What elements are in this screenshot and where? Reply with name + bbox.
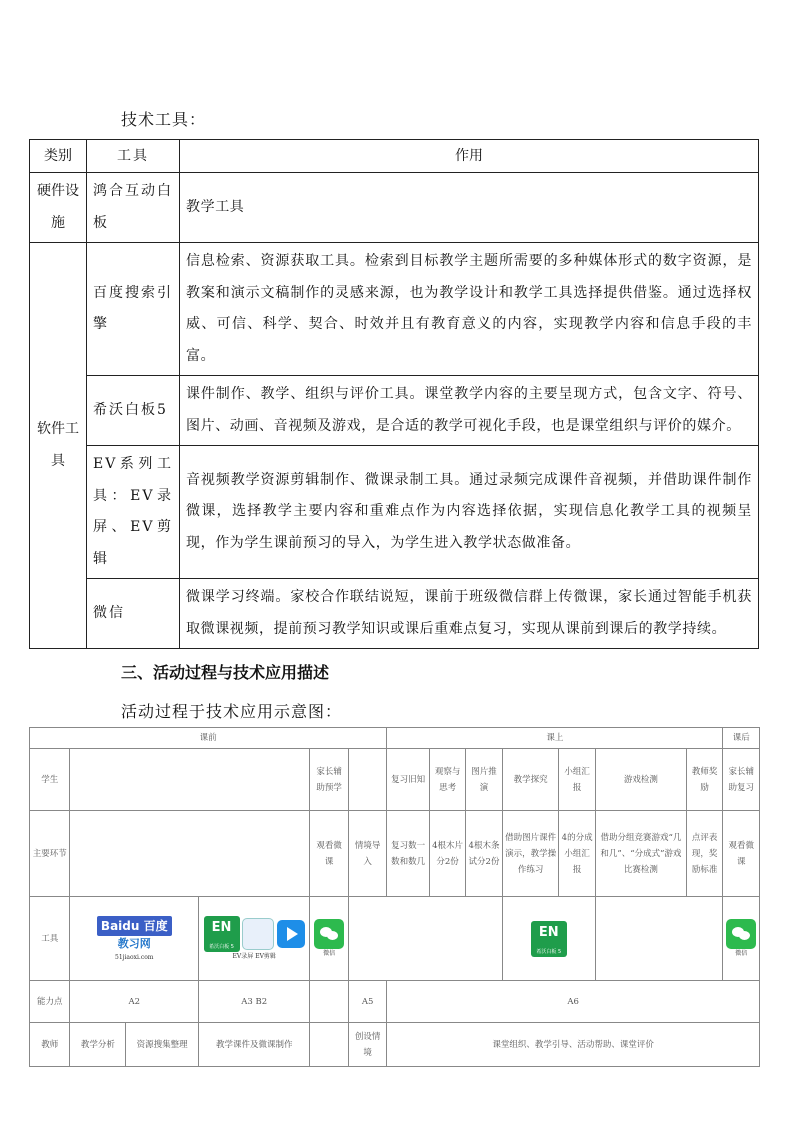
table-row [30, 376, 759, 446]
category-cell: 软件工具 [30, 243, 87, 649]
section-heading: 三、活动过程与技术应用描述 [121, 663, 330, 682]
table-row [30, 446, 759, 579]
cell: 复习旧知 [387, 749, 430, 811]
ev-edit-icon [277, 920, 305, 948]
cell: 4根木片分2份 [429, 811, 465, 897]
header-tool: 工具 [87, 140, 180, 173]
cell: 教学探究 [502, 749, 559, 811]
phase-row [30, 728, 760, 749]
use-cell: 教学工具 [180, 173, 759, 243]
cell: 点评表现，奖励标准 [686, 811, 722, 897]
cell: 借助分组竞赛游戏“几和几”、“分成式”游戏比赛检测 [595, 811, 686, 897]
row-label: 学生 [30, 749, 70, 811]
activity-diagram [29, 727, 760, 1067]
cell: 借助图片课件演示，教学操作练习 [502, 811, 559, 897]
cell: 小组汇报 [559, 749, 595, 811]
use-cell: 音视频教学资源剪辑制作、微课录制工具。通过录频完成课件音视频，并借助课件制作微课，选择教学主要内容和重难点作为内容选择依据，实现信息化教学工具的视频呈现，作为学生课前预习的导入，为学生进入教学状态做准备。 [180, 446, 759, 579]
tool-cell: 希沃白板5 [87, 376, 180, 446]
wechat-icon [726, 919, 756, 949]
cell: 观看微课 [723, 811, 760, 897]
cell: 教学分析 [70, 1023, 126, 1067]
cell: A6 [387, 981, 760, 1023]
tool-cell: 鸿合互动白板 [87, 173, 180, 243]
links-row [30, 811, 760, 897]
table-row [30, 173, 759, 243]
seewo-board-icon: EN 希沃白板 5 [204, 916, 240, 952]
cell: 教师奖励 [686, 749, 722, 811]
wechat-icon [314, 919, 344, 949]
seewo-board-icon: EN 希沃白板 5 [531, 921, 567, 957]
tool-cell: 微信 [87, 579, 180, 649]
jiaoxi-logo-icon: 教习网 [117, 936, 151, 950]
row-label: 工具 [30, 897, 70, 981]
tools-table [29, 139, 759, 649]
cell: A2 [70, 981, 199, 1023]
cell: 创设情境 [348, 1023, 386, 1067]
ev-record-icon [242, 918, 274, 950]
cell: A3 B2 [199, 981, 310, 1023]
cell: 观察与思考 [429, 749, 465, 811]
student-row [30, 749, 760, 811]
jiaoxi-url: 51jiaoxi.com [115, 953, 154, 961]
cell: 4的分成小组汇报 [559, 811, 595, 897]
cell: 资源搜集整理 [126, 1023, 199, 1067]
cell: 4根木条试分2份 [466, 811, 502, 897]
cell: 复习数一数和数几 [387, 811, 430, 897]
table-row [30, 579, 759, 649]
tool-cell: 百度搜索引擎 [87, 243, 180, 376]
phase-before: 课前 [30, 728, 387, 749]
row-label: 主要环节 [30, 811, 70, 897]
category-cell: 硬件设施 [30, 173, 87, 243]
header-use: 作用 [180, 140, 759, 173]
cell: A5 [348, 981, 386, 1023]
phase-during: 课上 [387, 728, 723, 749]
row-label: 能力点 [30, 981, 70, 1023]
ability-row [30, 981, 760, 1023]
cell: 情境导入 [348, 811, 386, 897]
baidu-logo-icon: Baidu 百度 [97, 916, 172, 936]
use-cell: 信息检索、资源获取工具。检索到目标教学主题所需要的多种媒体形式的数字资源，是教案和演示文稿制作的灵感来源，也为教学设计和教学工具选择提供借鉴。通过选择权威、可信、科学、契合、时效并且有教育意义的内容，实现教学内容和信息手段的丰富。 [180, 243, 759, 376]
cell: 家长辅助复习 [723, 749, 760, 811]
section-title: 技术工具： [121, 110, 207, 129]
cell: 教学课件及微课制作 [199, 1023, 310, 1067]
cell: 家长辅助预学 [310, 749, 348, 811]
diagram-title: 活动过程于技术应用示意图： [121, 702, 343, 721]
row-label: 教师 [30, 1023, 70, 1067]
teacher-row [30, 1023, 760, 1067]
tool-cell: EV系列工具：EV录屏、EV剪辑 [87, 446, 180, 579]
tools-row: 工具 Baidu 百度 教习网 51jiaoxi.com EN 希沃白板 5 EV录屏 EV剪辑 微信 EN 希沃白板 5 微信 [30, 897, 760, 981]
table-header-row [30, 140, 759, 173]
cell: 观看微课 [310, 811, 348, 897]
cell: 图片推演 [466, 749, 502, 811]
table-row [30, 243, 759, 376]
cell: 课堂组织、教学引导、活动帮助、课堂评价 [387, 1023, 760, 1067]
header-category: 类别 [30, 140, 87, 173]
use-cell: 课件制作、教学、组织与评价工具。课堂教学内容的主要呈现方式，包含文字、符号、图片、动画、音视频及游戏，是合适的教学可视化手段，也是课堂组织与评价的媒介。 [180, 376, 759, 446]
use-cell: 微课学习终端。家校合作联结说短，课前于班级微信群上传微课，家长通过智能手机获取微课视频，提前预习教学知识或课后重难点复习，实现从课前到课后的教学持续。 [180, 579, 759, 649]
cell: 游戏检测 [595, 749, 686, 811]
phase-after: 课后 [723, 728, 760, 749]
